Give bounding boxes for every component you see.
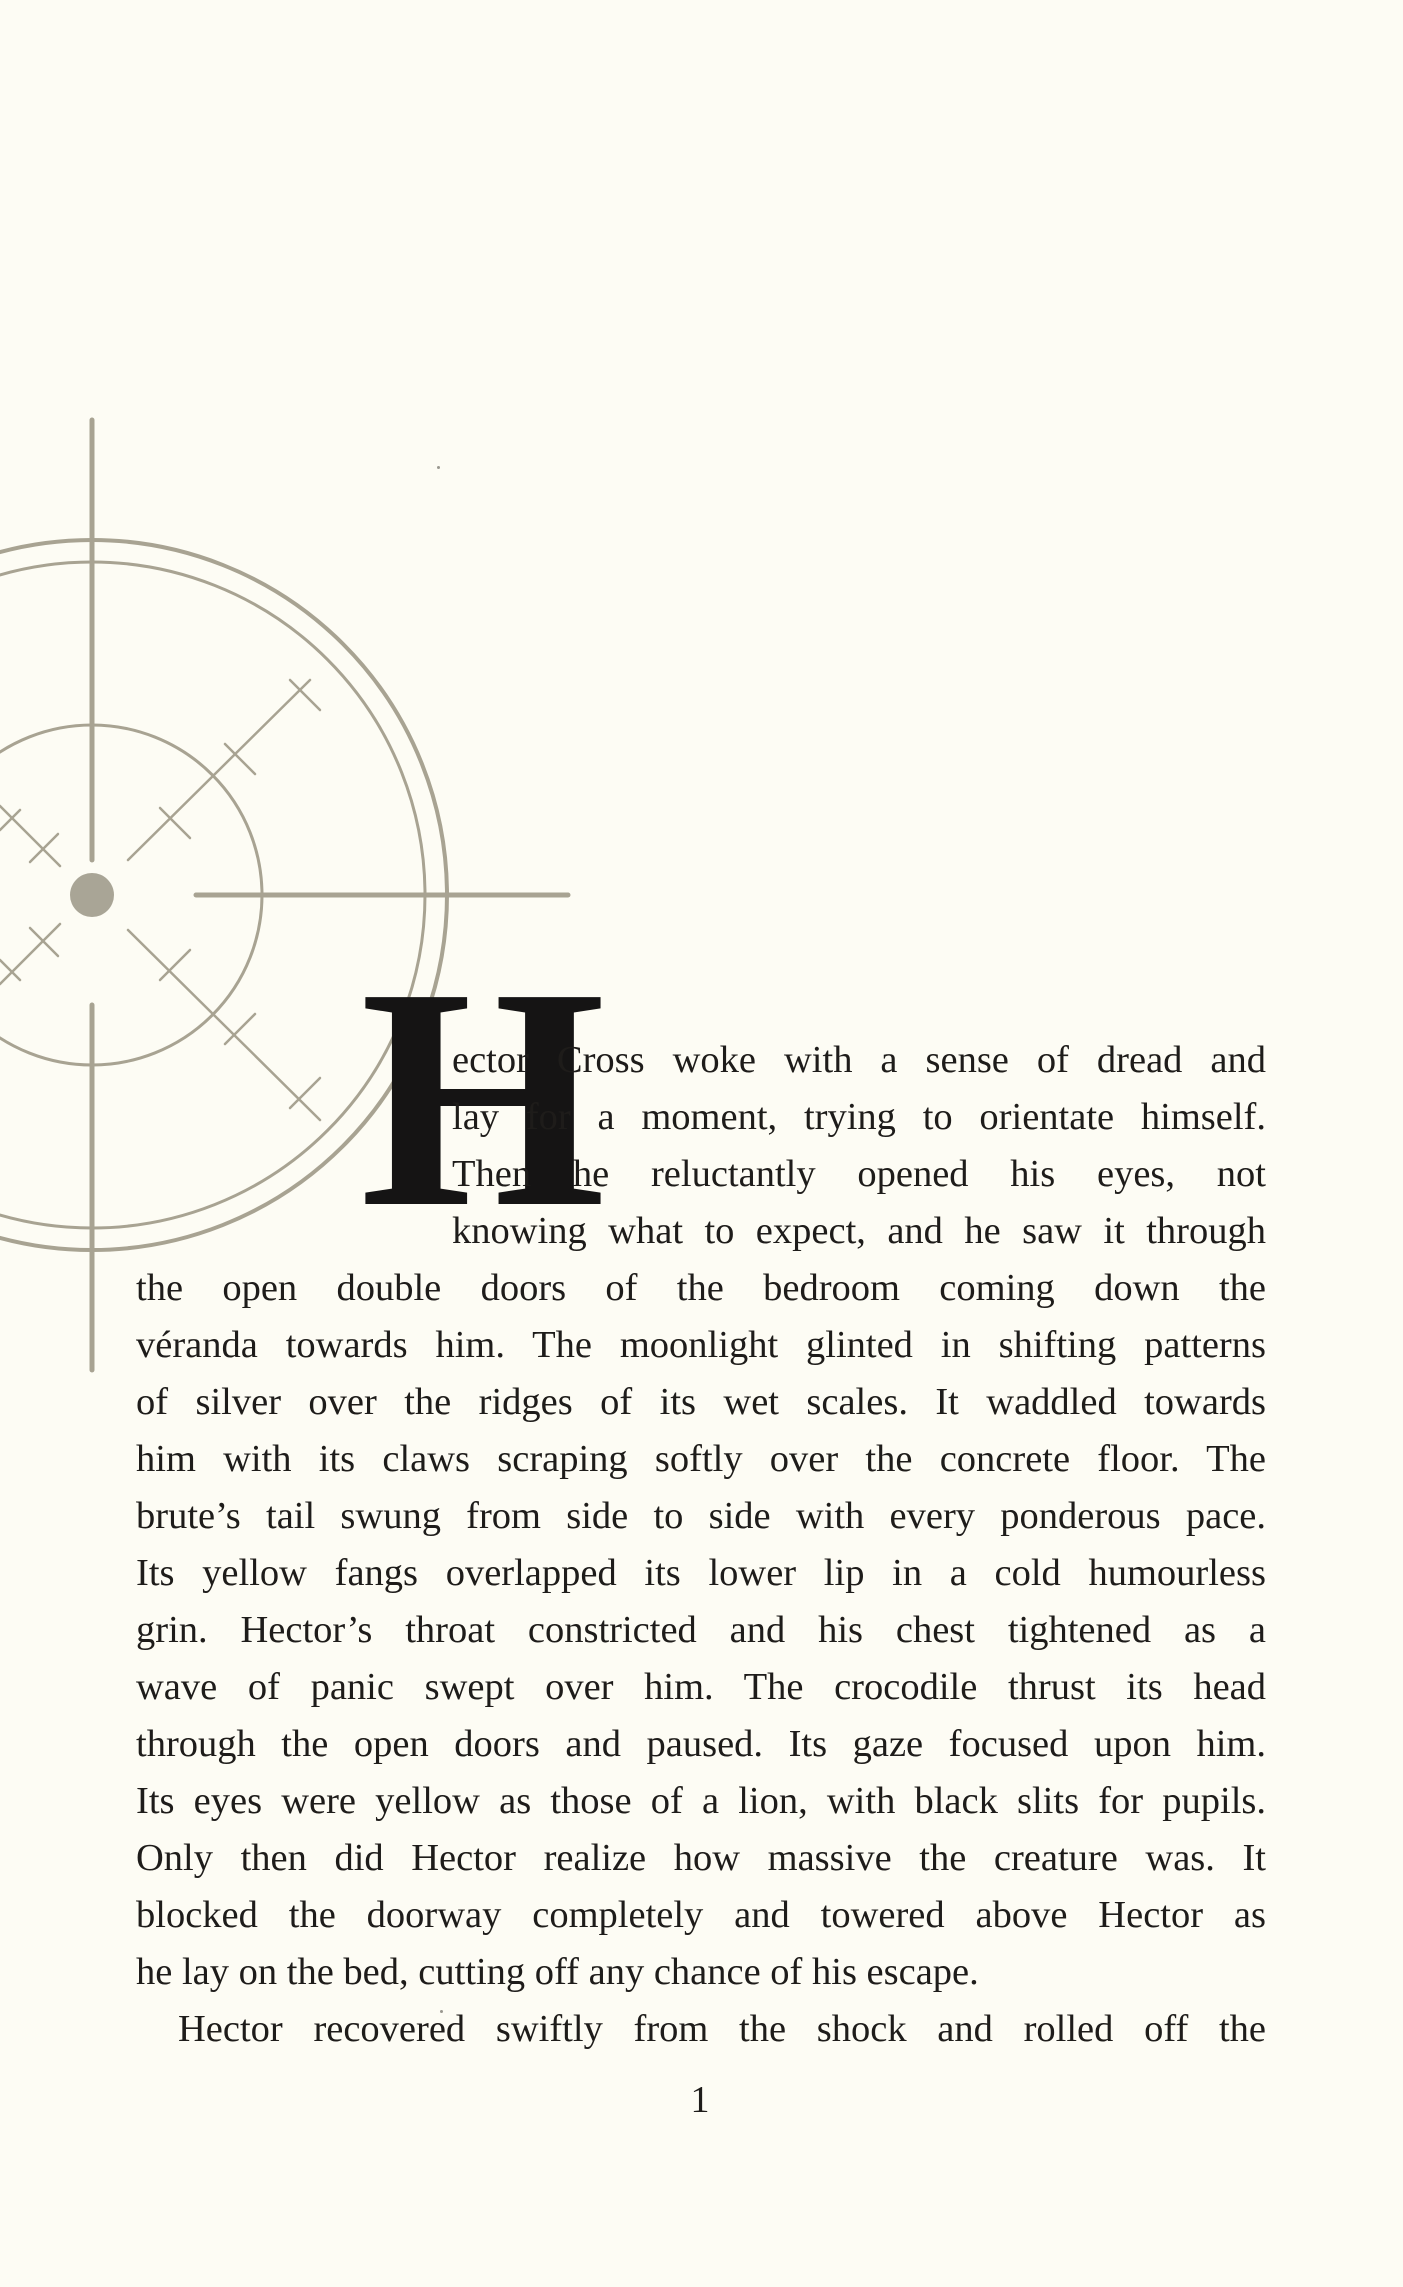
- body-line: of silver over the ridges of its wet scales. It waddled towards: [136, 1381, 1266, 1423]
- body-line: Its eyes were yellow as those of a lion, with black slits for pupils.: [136, 1780, 1266, 1822]
- body-line: blocked the doorway completely and towered above Hector as: [136, 1894, 1266, 1936]
- body-line: the open double doors of the bedroom coming down the: [136, 1267, 1266, 1309]
- body-line: knowing what to expect, and he saw it through: [452, 1210, 1266, 1252]
- crosshair-tick-upper-right: [128, 680, 320, 860]
- body-line: véranda towards him. The moonlight glinted in shifting patterns: [136, 1324, 1266, 1366]
- crosshair-center-dot: [70, 873, 114, 917]
- body-line: Then he reluctantly opened his eyes, not: [452, 1153, 1266, 1195]
- paper-speck: [437, 466, 440, 469]
- page-number: 1: [690, 2079, 710, 2121]
- body-line: Only then did Hector realize how massive the creature was. It: [136, 1837, 1266, 1879]
- crosshair-tick-lower-left: [0, 924, 60, 984]
- body-line: wave of panic swept over him. The crocodile thrust its head: [136, 1666, 1266, 1708]
- body-line: him with its claws scraping softly over the concrete floor. The: [136, 1438, 1266, 1480]
- crosshair-tick-upper-left: [0, 806, 60, 866]
- body-line: Its yellow fangs overlapped its lower lip in a cold humourless: [136, 1552, 1266, 1594]
- body-line: Hector recovered swiftly from the shock and rolled off the: [178, 2008, 1266, 2050]
- drop-cap: H: [360, 923, 606, 1273]
- crosshair-tick-lower-right: [128, 930, 320, 1120]
- body-line: lay for a moment, trying to orientate himself.: [452, 1096, 1266, 1138]
- body-line: ector Cross woke with a sense of dread and: [452, 1039, 1266, 1081]
- body-line: brute’s tail swung from side to side with every ponderous pace.: [136, 1495, 1266, 1537]
- body-line: he lay on the bed, cutting off any chance of his escape.: [136, 1951, 979, 1993]
- body-line: through the open doors and paused. Its gaze focused upon him.: [136, 1723, 1266, 1765]
- body-line: grin. Hector’s throat constricted and his chest tightened as a: [136, 1609, 1266, 1651]
